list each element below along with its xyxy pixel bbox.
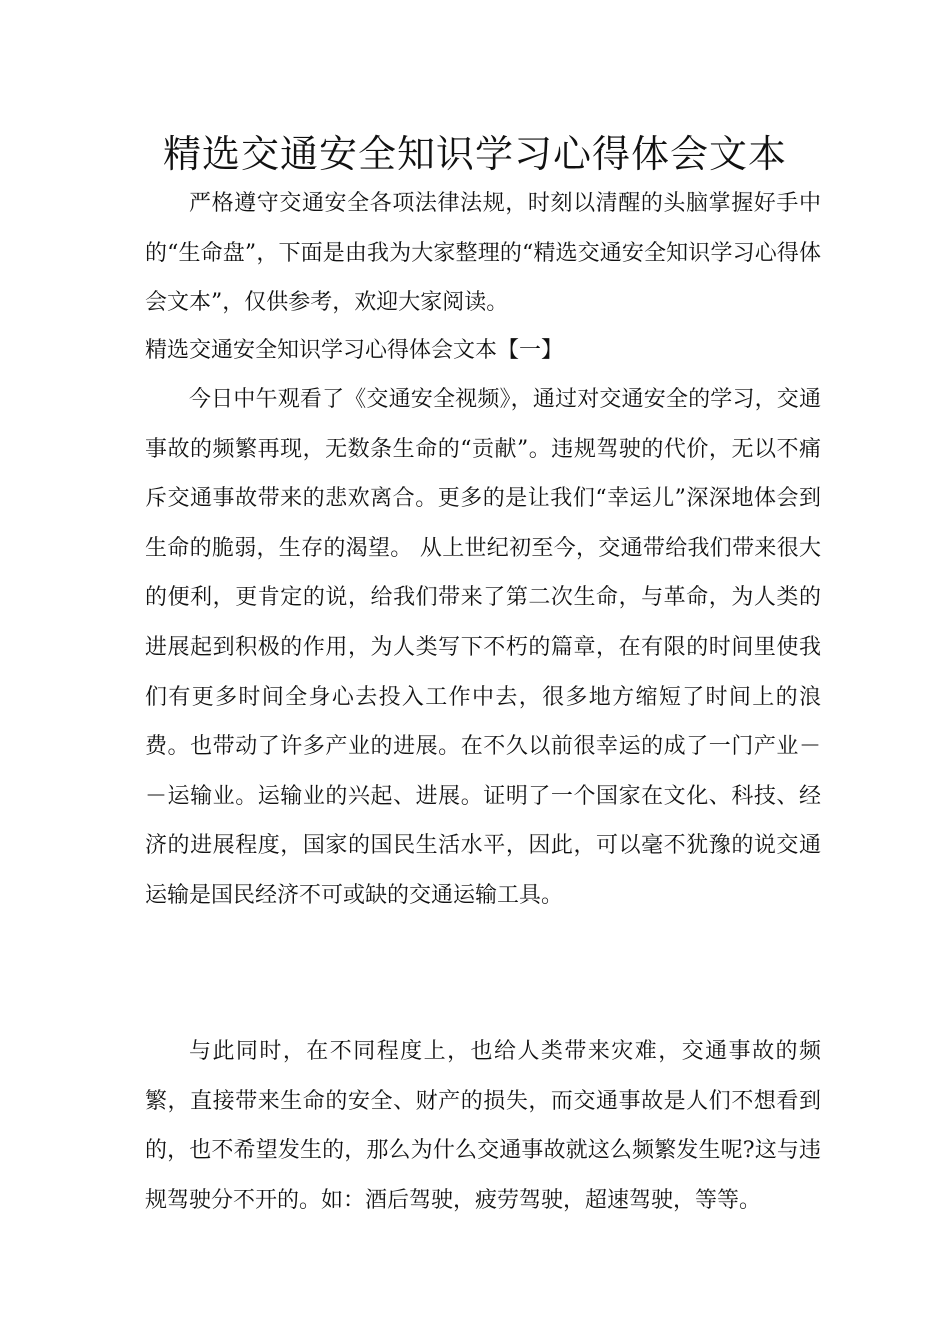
intro-paragraph: 严格遵守交通安全各项法律法规，时刻以清醒的头脑掌握好手中的“生命盘”，下面是由我为大家整理的“精选交通安全知识学习心得体会文本”，仅供参考，欢迎大家阅读。 — [145, 191, 821, 316]
body-paragraph-2: 与此同时，在不同程度上，也给人类带来灾难，交通事故的频繁，直接带来生命的安全、财产的损失，而交通事故是人们不想看到的，也不希望发生的，那么为什么交通事故就这么频繁发生呢?这与违规驾驶分不开的。如：酒后驾驶，疲劳驾驶，超速驾驶，等等。 — [145, 1039, 821, 1213]
body-paragraph-1: 今日中午观看了《交通安全视频》，通过对交通安全的学习，交通事故的频繁再现，无数条生命的“贡献”。违规驾驶的代价，无以不痛斥交通事故带来的悲欢离合。更多的是让我们“幸运儿”深深地体会到生命的脆弱，生存的渴望。 从上世纪初至今，交通带给我们带来很大的便利，更肯定的说，给我们带来了第二次生命，与革命，为人类的进展起到积极的作用，为人类写下不朽的篇章，在有限的时间里使我们有更多时间全身心去投入工作中去，很多地方缩短了时间上的浪费。也带动了许多产业的进展。在不久以前很幸运的成了一门产业－－运输业。运输业的兴起、进展。证明了一个国家在文化、科技、经济的进展程度，国家的国民生活水平，因此，可以毫不犹豫的说交通运输是国民经济不可或缺的交通运输工具。 — [145, 387, 821, 908]
document-title: 精选交通安全知识学习心得体会文本 — [162, 132, 787, 176]
section-heading: 精选交通安全知识学习心得体会文本【一】 — [145, 338, 564, 363]
